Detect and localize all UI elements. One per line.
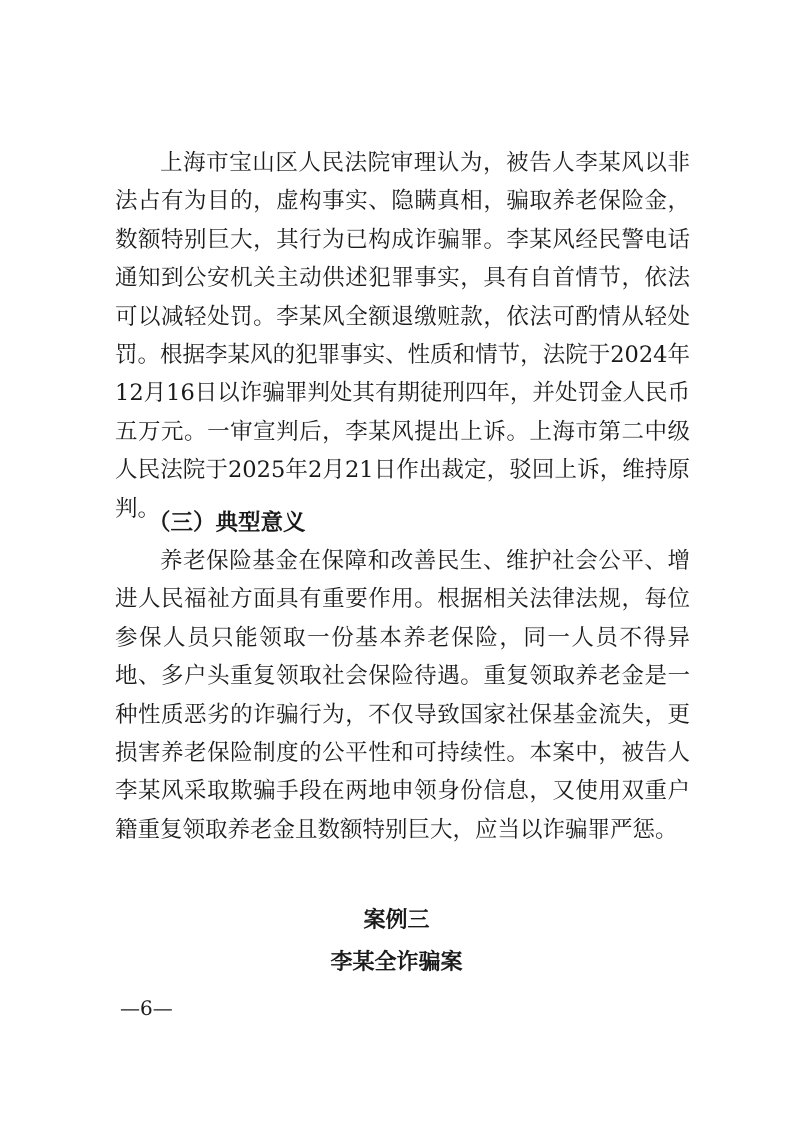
court-judgment-paragraph: 上海市宝山区人民法院审理认为，被告人李某风以非法占有为目的，虚构事实、隐瞒真相，骗取养老保险金，数额特别巨大，其行为已构成诈骗罪。李某风经民警电话通知到公安机关主动供述犯罪事实，具有自首情节，依法可以减轻处罚。李某风全额退缴赃款，依法可酌情从轻处罚。根据李某风的犯罪事实、性质和情节，法院于2024年12月16日以诈骗罪判处其有期徒刑四年，并处罚金人民币五万元。一审宣判后，李某风提出上诉。上海市第二中级人民法院于2025年2月21日作出裁定，驳回上诉，维持原判。 bbox=[115, 150, 690, 522]
case-number-title: 案例三 bbox=[363, 908, 430, 933]
page-number: —6— bbox=[120, 996, 173, 1020]
section-heading: （三）典型意义 bbox=[148, 510, 306, 536]
significance-paragraph: 养老保险基金在保障和改善民生、维护社会公平、增进人民福祉方面具有重要作用。根据相关法律法规，每位参保人员只能领取一份基本养老保险，同一人员不得异地、多户头重复领取社会保险待遇。重复领取养老金是一种性质恶劣的诈骗行为，不仅导致国家社保基金流失，更损害养老保险制度的公平性和可持续性。本案中，被告人李某风采取欺骗手段在两地申领身份信息，又使用双重户籍重复领取养老金且数额特别巨大，应当以诈骗罪严惩。 bbox=[115, 548, 690, 843]
case-name-title: 李某全诈骗案 bbox=[330, 950, 463, 975]
